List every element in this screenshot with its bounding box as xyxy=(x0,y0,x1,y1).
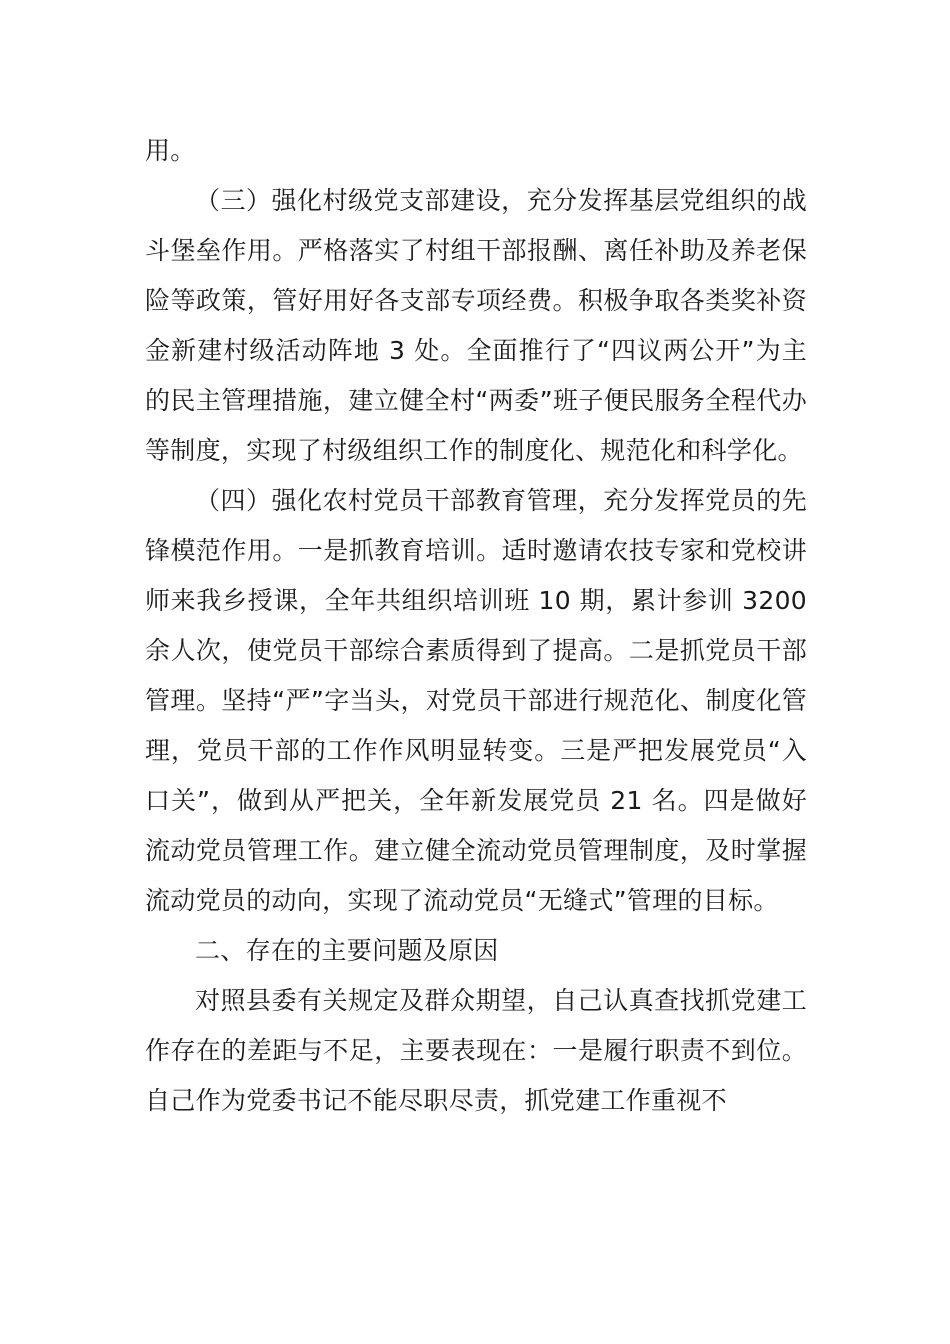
section-heading: 二、存在的主要问题及原因 xyxy=(195,936,499,965)
document-body xyxy=(145,126,807,1126)
paragraph-continuation: 用。 xyxy=(145,136,196,165)
paragraph-section-4: （四）强化农村党员干部教育管理，充分发挥党员的先锋模范作用。一是抓教育培训。适时邀请农技专家和党校讲师来我乡授课，全年共组织培训班 10 期，累计参训 3200 余人次，使党员干部综合素质得到了提高。二是抓党员干部管理。坚持“严”字当头，对党员干部进行规范化、制度化管理，党员干部的工作作风明显转变。三是严把发展党员“入口关”，做到从严把关，全年新发展党员 21 名。四是做好流动党员管理工作。建立健全流动党员管理制度，及时掌握流动党员的动向，实现了流动党员“无缝式”管理的目标。 xyxy=(145,486,807,915)
paragraph-problems: 对照县委有关规定及群众期望，自己认真查找抓党建工作存在的差距与不足，主要表现在：一是履行职责不到位。自己作为党委书记不能尽职尽责，抓党建工作重视不 xyxy=(145,986,807,1115)
paragraph-section-3: （三）强化村级党支部建设，充分发挥基层党组织的战斗堡垒作用。严格落实了村组干部报酬、离任补助及养老保险等政策，管好用好各支部专项经费。积极争取各类奖补资金新建村级活动阵地 3 处。全面推行了“四议两公开”为主的民主管理措施，建立健全村“两委”班子便民服务全程代办等制度，实现了村级组织工作的制度化、规范化和科学化。 xyxy=(145,186,807,465)
